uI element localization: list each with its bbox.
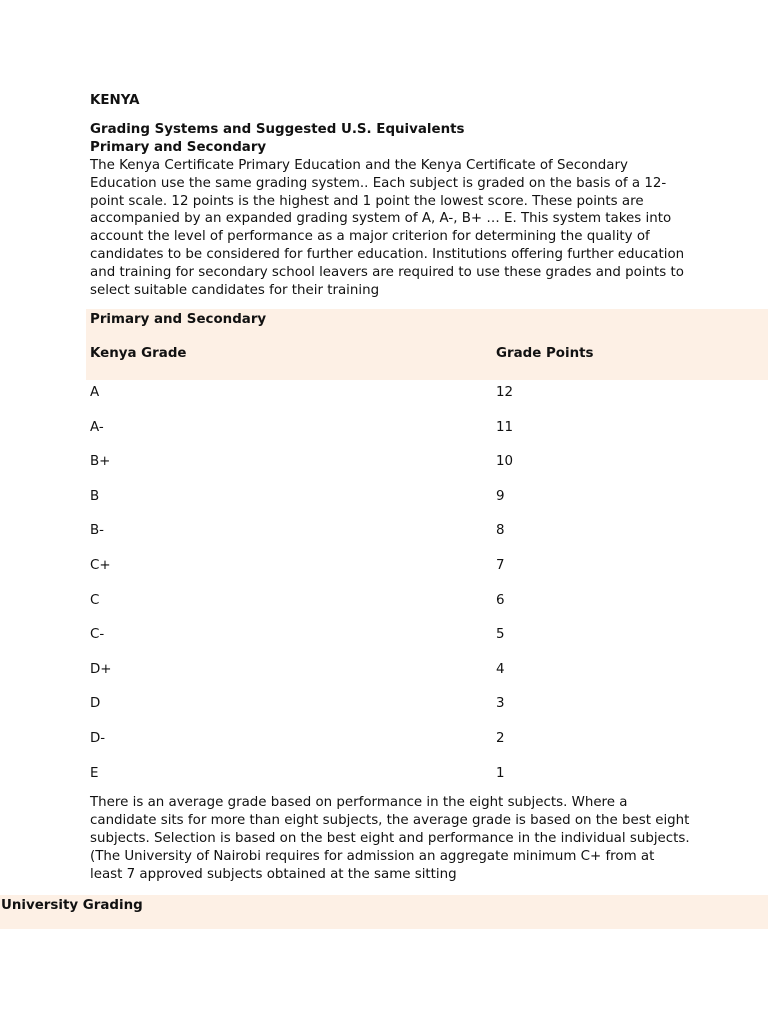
grade-cell: C (90, 592, 100, 608)
table-row (86, 553, 768, 588)
column-header-grade-points: Grade Points (496, 346, 594, 361)
grade-cell: B+ (90, 454, 111, 470)
grade-cell: B (90, 488, 100, 504)
intro-paragraph: The Kenya Certificate Primary Education and the Kenya Certificate of Secondary Education use the same grading system.. Each subject is graded on the basis of a 12-point scale. 12 points is the highest and 1 point the lowest score. These points are accompanied by an expanded grading system of A, A-, B+ … E. This system takes into account the level of performance as a major criterion for determining the quality of candidates to be considered for further education. Institutions offering further education and training for secondary school leavers are required to use these grades and points to select suitable candidates for their training (90, 157, 685, 299)
points-cell: 6 (496, 592, 505, 608)
grade-cell: C- (90, 627, 105, 643)
table-row (86, 622, 768, 657)
points-cell: 5 (496, 627, 505, 643)
grade-table (86, 309, 768, 795)
points-cell: 1 (496, 765, 505, 781)
grade-cell: D (90, 696, 101, 712)
table-row (86, 518, 768, 553)
document-content (90, 92, 690, 300)
grade-table-body (86, 380, 768, 795)
university-grading-header (0, 895, 768, 929)
points-cell: 12 (496, 385, 514, 400)
table-row (86, 449, 768, 484)
table-row (86, 657, 768, 692)
points-cell: 7 (496, 557, 505, 573)
table-row (86, 691, 768, 726)
column-header-kenya-grade: Kenya Grade (90, 346, 187, 361)
grade-cell: D- (90, 730, 106, 746)
table-row (86, 726, 768, 761)
country-title: KENYA (90, 93, 140, 108)
table-row (86, 484, 768, 519)
table-row (86, 380, 768, 415)
grade-table-header (86, 309, 768, 380)
points-cell: 11 (496, 419, 514, 435)
points-cell: 9 (496, 488, 505, 504)
university-grading-title: University Grading (1, 898, 143, 913)
points-cell: 8 (496, 523, 505, 539)
points-cell: 10 (496, 454, 514, 470)
subsection-title: Primary and Secondary (90, 139, 267, 155)
points-cell: 4 (496, 661, 505, 677)
section-title: Grading Systems and Suggested U.S. Equivalents (90, 121, 465, 137)
grade-cell: A- (90, 419, 104, 435)
points-cell: 3 (496, 696, 505, 712)
grade-cell: C+ (90, 557, 111, 573)
grade-cell: E (90, 765, 99, 781)
table-row (86, 761, 768, 796)
table-caption: Primary and Secondary (90, 312, 267, 327)
points-cell: 2 (496, 730, 505, 746)
grade-cell: D+ (90, 661, 112, 677)
average-grade-note: There is an average grade based on performance in the eight subjects. Where a candidate sits for more than eight subjects, the average grade is based on the best eight subjects. Selection is based on the best eight and performance in the individual subjects. (The University of Nairobi requires for admission an aggregate minimum C+ from at least 7 approved subjects obtained at the same sitting (90, 795, 690, 882)
table-row (86, 588, 768, 623)
table-row (86, 415, 768, 450)
grade-cell: B- (90, 523, 105, 539)
grade-cell: A (90, 385, 100, 400)
